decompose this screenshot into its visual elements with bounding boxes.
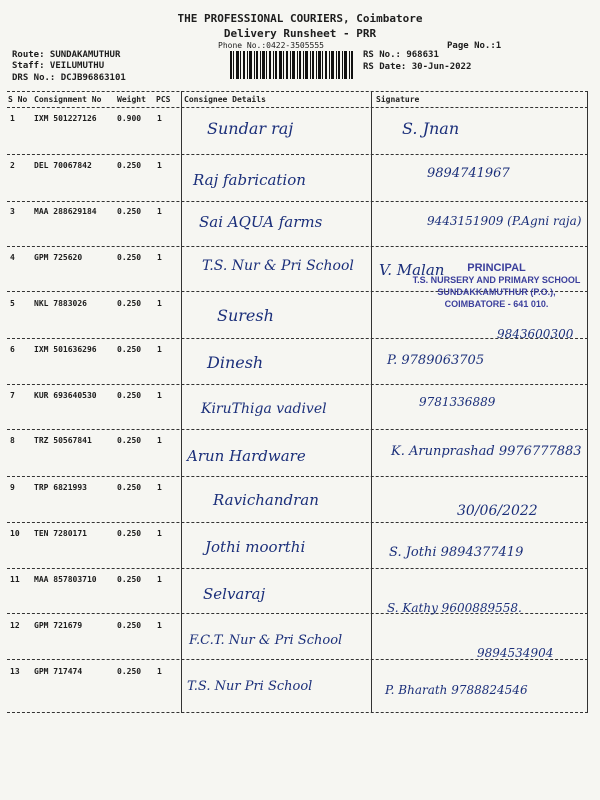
row-weight: 0.900 bbox=[117, 114, 142, 123]
runsheet-table bbox=[7, 91, 588, 713]
row-pcs: 1 bbox=[157, 667, 162, 676]
row-consignment: IXM 501227126 bbox=[34, 114, 97, 123]
row-signature: 9443151909 (P.Agni raja) bbox=[427, 214, 582, 228]
row-sno: 11 bbox=[10, 575, 20, 584]
row-weight: 0.250 bbox=[117, 483, 142, 492]
row-consignee: T.S. Nur Pri School bbox=[187, 679, 313, 694]
barcode-image bbox=[230, 51, 353, 79]
row-divider bbox=[7, 476, 588, 477]
row-pcs: 1 bbox=[157, 207, 162, 216]
company-title: THE PROFESSIONAL COURIERS, Coimbatore bbox=[177, 12, 423, 25]
row-consignee: Ravichandran bbox=[213, 491, 319, 509]
row-signature: K. Arunprashad 9976777883 bbox=[391, 444, 582, 459]
row-consignment: GPM 725620 bbox=[34, 253, 83, 262]
row-sno: 7 bbox=[10, 391, 15, 400]
row-consignment: GPM 721679 bbox=[34, 621, 83, 630]
row-consignment: GPM 717474 bbox=[34, 667, 83, 676]
rs-date: RS Date: 30-Jun-2022 bbox=[363, 62, 472, 72]
row-sno: 12 bbox=[10, 621, 20, 630]
principal-stamp bbox=[404, 262, 589, 310]
col-header-signature: Signature bbox=[376, 95, 420, 104]
row-consignee: F.C.T. Nur & Pri School bbox=[189, 633, 343, 648]
drs-number: DRS No.: DCJB96863101 bbox=[12, 73, 126, 83]
row-pcs: 1 bbox=[157, 114, 162, 123]
row-divider bbox=[7, 91, 588, 92]
row-divider bbox=[7, 712, 588, 713]
row-weight: 0.250 bbox=[117, 667, 142, 676]
rs-number: RS No.: 968631 bbox=[363, 50, 439, 60]
row-divider bbox=[7, 246, 588, 247]
stamp-line: COIMBATORE - 641 010. bbox=[444, 299, 549, 309]
row-signature: S. Jnan bbox=[402, 119, 460, 138]
row-weight: 0.250 bbox=[117, 161, 142, 170]
row-sno: 8 bbox=[10, 436, 15, 445]
page-number: Page No.:1 bbox=[447, 41, 502, 51]
row-weight: 0.250 bbox=[117, 299, 142, 308]
stamp-line: T.S. NURSERY AND PRIMARY SCHOOL bbox=[412, 275, 581, 285]
row-consignee: Raj fabrication bbox=[193, 171, 306, 189]
row-weight: 0.250 bbox=[117, 621, 142, 630]
row-sno: 13 bbox=[10, 667, 20, 676]
col-header-sno: S No bbox=[8, 95, 28, 104]
row-signature: 9843600300 bbox=[497, 327, 574, 341]
row-consignment: TRP 6821993 bbox=[34, 483, 87, 492]
row-weight: 0.250 bbox=[117, 436, 142, 445]
column-divider bbox=[587, 91, 588, 713]
row-consignment: IXM 501636296 bbox=[34, 345, 97, 354]
row-pcs: 1 bbox=[157, 621, 162, 630]
row-signature: P. Bharath 9788824546 bbox=[385, 683, 528, 697]
stamp-line: SUNDAKKAMUTHUR (P.O.), bbox=[437, 287, 556, 297]
row-consignee: Selvaraj bbox=[203, 585, 266, 603]
row-sno: 1 bbox=[10, 114, 15, 123]
row-pcs: 1 bbox=[157, 575, 162, 584]
row-consignee: Sai AQUA farms bbox=[199, 213, 323, 231]
row-pcs: 1 bbox=[157, 161, 162, 170]
row-consignment: NKL 7883026 bbox=[34, 299, 87, 308]
row-sno: 9 bbox=[10, 483, 15, 492]
stamp-line: PRINCIPAL bbox=[467, 262, 526, 274]
row-divider bbox=[7, 107, 588, 108]
row-pcs: 1 bbox=[157, 529, 162, 538]
row-sno: 10 bbox=[10, 529, 20, 538]
row-sno: 2 bbox=[10, 161, 15, 170]
col-header-weight: Weight bbox=[117, 95, 146, 104]
row-consignment: TEN 7280171 bbox=[34, 529, 87, 538]
row-weight: 0.250 bbox=[117, 575, 142, 584]
row-signature: 9781336889 bbox=[419, 395, 496, 409]
row-consignee: Dinesh bbox=[207, 353, 264, 372]
row-sno: 4 bbox=[10, 253, 15, 262]
row-signature: 30/06/2022 bbox=[457, 503, 538, 519]
row-pcs: 1 bbox=[157, 391, 162, 400]
row-sno: 5 bbox=[10, 299, 15, 308]
row-consignee: Jothi moorthi bbox=[205, 538, 306, 556]
row-pcs: 1 bbox=[157, 483, 162, 492]
column-divider bbox=[371, 91, 372, 713]
row-weight: 0.250 bbox=[117, 253, 142, 262]
row-divider bbox=[7, 384, 588, 385]
phone-number: Phone No.:0422-3505555 bbox=[218, 41, 324, 50]
row-pcs: 1 bbox=[157, 299, 162, 308]
row-consignee: KiruThiga vadivel bbox=[201, 401, 327, 417]
row-signature: P. 9789063705 bbox=[387, 353, 485, 368]
row-divider bbox=[7, 154, 588, 155]
row-signature: S. Jothi 9894377419 bbox=[389, 545, 524, 560]
row-signature: S. Kathy 9600889558. bbox=[387, 601, 522, 615]
runsheet-subtitle: Delivery Runsheet - PRR bbox=[223, 27, 377, 40]
row-divider bbox=[7, 522, 588, 523]
row-pcs: 1 bbox=[157, 436, 162, 445]
row-divider bbox=[7, 201, 588, 202]
row-consignment: DEL 70067842 bbox=[34, 161, 92, 170]
row-weight: 0.250 bbox=[117, 391, 142, 400]
row-weight: 0.250 bbox=[117, 345, 142, 354]
row-sno: 6 bbox=[10, 345, 15, 354]
col-header-consignee: Consignee Details bbox=[184, 95, 266, 104]
row-consignee: Arun Hardware bbox=[187, 447, 306, 465]
row-consignee: Suresh bbox=[217, 306, 274, 325]
row-weight: 0.250 bbox=[117, 207, 142, 216]
row-signature: V. Malan bbox=[379, 261, 445, 279]
row-divider bbox=[7, 568, 588, 569]
col-header-pcs: PCS bbox=[156, 95, 171, 104]
row-divider bbox=[7, 429, 588, 430]
row-signature: 9894741967 bbox=[427, 166, 510, 181]
row-consignment: MAA 288629184 bbox=[34, 207, 97, 216]
staff-label: Staff: VEILUMUTHU bbox=[12, 61, 105, 71]
row-pcs: 1 bbox=[157, 345, 162, 354]
row-signature: 9894534904 bbox=[477, 646, 554, 660]
col-header-consignment: Consignment No bbox=[34, 95, 102, 104]
row-consignee: Sundar raj bbox=[207, 119, 294, 138]
route-label: Route: SUNDAKAMUTHUR bbox=[12, 50, 121, 60]
row-consignee: T.S. Nur & Pri School bbox=[202, 258, 354, 274]
row-consignment: TRZ 50567841 bbox=[34, 436, 92, 445]
row-sno: 3 bbox=[10, 207, 15, 216]
row-weight: 0.250 bbox=[117, 529, 142, 538]
row-consignment: MAA 857803710 bbox=[34, 575, 97, 584]
row-consignment: KUR 693640530 bbox=[34, 391, 97, 400]
row-pcs: 1 bbox=[157, 253, 162, 262]
column-divider bbox=[181, 91, 182, 713]
